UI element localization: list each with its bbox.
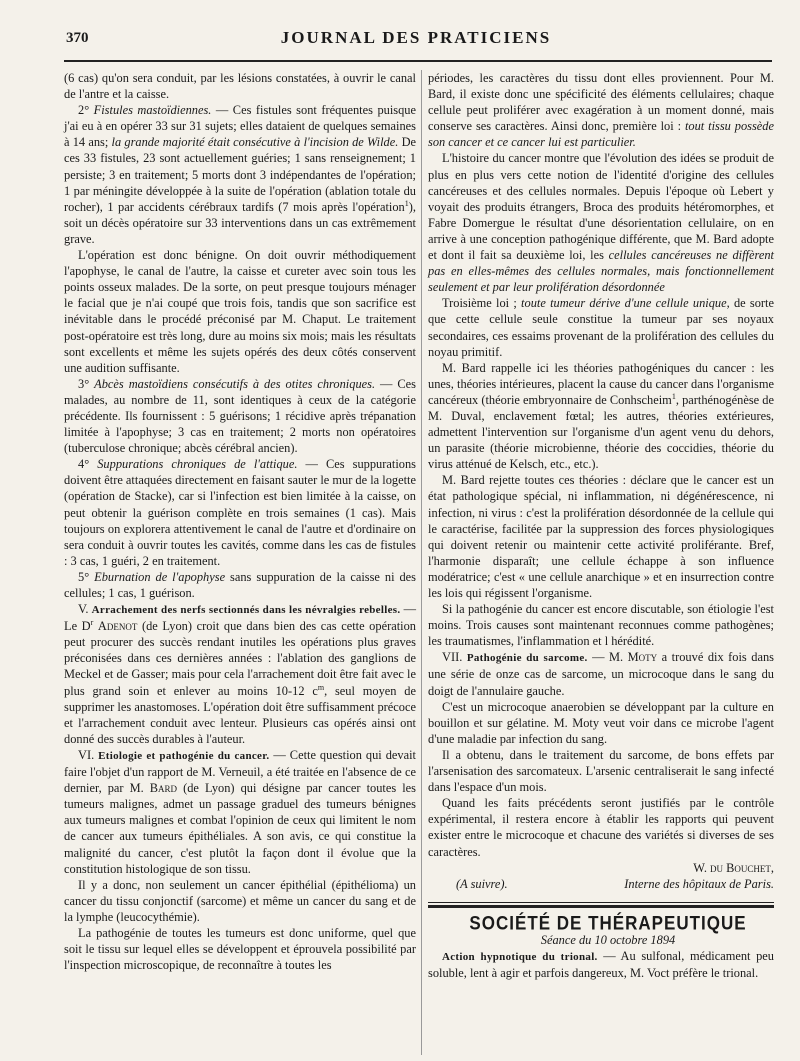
paragraph: M. Bard rappelle ici les théories pathogéniques du cancer : les unes, théories intérieures, placent la cause du cancer dans l'organisme cancéreux (théorie embryonnaire de Conhscheim$^1$, parthénogénèse de M. Duval, enclavement fœtal; les autres, théories extérieures, admettent l'intervention sur l'organisme d'un agent venu du dehors, un parasite (théorie microbienne, théorie des coccidies, théorie du virus atténué de Kelsch, etc., etc.). [428,360,774,472]
section-heading: Action hypnotique du trional. [442,950,598,963]
paragraph: La pathogénie de toutes les tumeurs est donc uniforme, quel que soit le tissu sur lequel elles se développent et éprouvela possibilité par l'inspection microscopique, de reconnaître à toutes les [64,925,416,973]
author-signature: W. du Bouchet, [693,860,774,875]
section-heading: Pathogénie du sarcome. [466,652,588,665]
seance-date: Séance du 10 octobre 1894 [540,932,676,947]
signature-line: (A suivre). Interne des hôpitaux de Paris. [456,876,774,891]
right-column [428,70,774,981]
society-title: SOCIÉTÉ DE THÉRAPEUTIQUE [469,912,747,935]
paragraph: 2° Fistules mastoïdiennes. — Ces fistules sont fréquentes puisque j'ai eu à en opérer 33 sur 31 sujets; elles dataient de quelques semaines à 14 ans; la grande majorité était consécutive à l'incision de Wilde. De ces 33 fistules, 23 sont actuellement guéries; 1 sans renseignement; 1 persiste; 3 en traitement; 5 morts dont 3 indépendantes de l'opération; 1 par méningite développée à la suite de l'opération (ablation totale du rocher), 1 par accidents cérébraux tardifs (7 mois après l'opération$^1$), soit un décès opératoire sur 33 interventions dans un cas extrêmement grave. [64,103,417,246]
paragraph: 3° Abcès mastoïdiens consécutifs à des otites chroniques. — Ces malades, au nombre de 11, sont identiques à ceux de la catégorie précédente. Ils fournissent : 5 guérisons; 1 récidive après trépanation limitée à l'apophyse; 3 cas en traitement; 2 morts non opératoires (tuberculose chronique; abcès cérébral ancien). [64,376,416,456]
paragraph: Il a obtenu, dans le traitement du sarcome, de bons effets par l'arsenisation des sarcomateux. L'arsenic centraliserait le sang infecté dans l'espace d'un mois. [428,747,774,795]
paragraph: M. Bard rejette toutes ces théories : déclare que le cancer est un état pathologique spécial, ni inflammation, ni dégénérescence, ni infection, ni virus : c'est la prolifération désordonnée de la cellule qui le caractérise, facilitée par la suppression des forces physiologiques qui doivent retenir ou maintenir cette activité proliférante. Bref, l'harmonie disparaît; une cellule échappe à son influence modératrice; c'est « une cellule anarchique » et en insurrection contre les lois qui régissent l'organisme. [428,473,774,600]
paragraph: L'histoire du cancer montre que l'évolution des idées se produit de plus en plus vers cette notion de l'identité d'origine des cellules cancéreuses et des cellules normales. Depuis l'époque où Lebert y voyait des produits étrangers, Broca des produits hétéromorphes, et Fabre Domergue le résultat d'une désorientation cellulaire, on en arrive à une conception pathogénique différente, que M. Bard adopte et dont il fait sa deuxième loi, les cellules cancéreuses ne diffèrent pas en elles-mêmes des cellules normales, mais fonctionnellement seulement et par leur prolifération désordonnée [428,151,774,295]
section-heading: Arrachement des nerfs sectionnés dans les névralgies rebelles. [91,604,401,617]
society-rule-bottom [428,905,774,908]
paragraph: Quand les faits précédents seront justifiés par le contrôle expérimental, il restera encore à établir les rapports qui peuvent exister entre le microcoque et chacune des variétés si diverses de ses caractères. [428,796,774,859]
paragraph: Si la pathogénie du cancer est encore discutable, son étiologie l'est moins. Trois causes sont maintenant reconnues comme pathogènes; les traumatismes, l'inflammation et l hérédité. [428,602,774,649]
paragraph: C'est un microcoque anaerobien se développant par la culture en bouillon et sur gélatine. M. Moty veut voir dans ce microbe l'agent d'une maladie par infection du sang. [428,699,774,746]
section-paragraph: VI. Etiologie et pathogénie du cancer. — Cette question qui devait faire l'objet d'un rapport de M. Verneuil, a été traitée en l'absence de ce dernier, par M. Bard (de Lyon) qui désigne par cancer toutes les tumeurs malignes, admet un passage graduel des tumeurs bénignes aux tumeurs malignes et combat l'opinion de ceux qui limitent le nom de cancer aux tumeurs épithéliales. A son avis, ce qui constitue la malignité du cancer, c'est plutôt la façon dont il évolue que la constitution histologique de son tissu. [64,747,416,876]
paragraph: 5° Eburnation de l'apophyse sans suppuration de la caisse ni des cellules; 1 cas, 1 guérison. [64,569,416,600]
paragraph: (6 cas) qu'on sera conduit, par les lésions constatées, à ouvrir le canal de l'antre et la caisse. [64,71,416,102]
page-number: 370 [66,30,89,46]
header-rule [64,60,772,62]
page-header [66,28,766,54]
left-column [64,70,416,973]
society-rule-top [428,902,774,903]
paragraph: 4° Suppurations chroniques de l'attique. — Ces suppurations doivent être attaquées directement en faisant sauter le mur de la logette (opération de Stacke), car si l'infection est bien limitée à la caisse, on peut obtenir la guérison complète en trois semaines (1 cas). Mais toujours on explorera attentivement le canal de l'autre et d'ordinaire on sera conduit à ouvrir toutes les cavités, comme dans les cas de fistules : 3 cas, 1 guéri, 2 en traitement. [64,457,416,568]
section-paragraph: V. Arrachement des nerfs sectionnés dans les névralgies rebelles. — Le $D^r$ Adenot (de Lyon) croit que dans bien des cas cette opération peut procurer des succès rendant inutiles les opérations plus graves préconisées dans ces dernières années : l'ablation des ganglions de Meckel et de Gasser; mais pour cela l'arrachement doit être fait avec le plus grand soin et enlever au moins 10-12 $c^m$, seul moyen de supprimer les anastomoses. L'opération doit être suffisamment précoce et l'arrachement conduit avec lenteur. Plusieurs cas opérés ainsi ont donné des succès durables à l'auteur. [64,602,416,746]
paragraph: Il y a donc, non seulement un cancer épithélial (épithélioma) un cancer du tissu conjonctif (sarcome) et même un cancer du sang et de la lymphe (leucocythémie). [64,877,416,924]
column-divider [421,70,422,1055]
section-paragraph: VII. Pathogénie du sarcome. — M. Moty a trouvé dix fois dans une série de onze cas de sarcome, un microcoque dans le sang du doigt de l'annulaire gauche. [428,650,774,698]
section-heading: Etiologie et pathogénie du cancer. [98,749,270,762]
journal-title: JOURNAL DES PRATICIENS [280,28,552,47]
paragraph: L'opération est donc bénigne. On doit ouvrir méthodiquement l'apophyse, le canal de l'autre, la caisse et cureter avec soin tous les points osseux malades. De la sorte, on peut presque toujours ménager le facial que je n'ai coupé que trois fois, tandis que son sacrifice est inévitable dans le procédé préconisé par M. Chaput. Le traitement post-opératoire est très long, dure au moins six mois; mais les résultats sont excellents et même les sujets opérés des deux côtés conservent une audition suffisante. [64,248,416,375]
paragraph: Troisième loi ; toute tumeur dérive d'une cellule unique, de sorte que cette cellule seule constitue la tumeur par ses noyaux secondaires, ces essaims provenant de la prolifération des cellules du noyau primitif. [428,296,774,359]
paragraph: périodes, les caractères du tissu dont elles proviennent. Pour M. Bard, il existe donc une spécificité des éléments cellulaires; chaque cellule peut proliférer avec exagération à un moment donné, mais conserve ses caractères. Ainsi donc, première loi : tout tissu possède son cancer et ce cancer lui est particulier. [428,71,774,150]
section-paragraph: Action hypnotique du trional. — Au sulfonal, médicament peu soluble, lent à agir et parfois dangereux, M. Voct préfère le trional. [428,948,774,981]
